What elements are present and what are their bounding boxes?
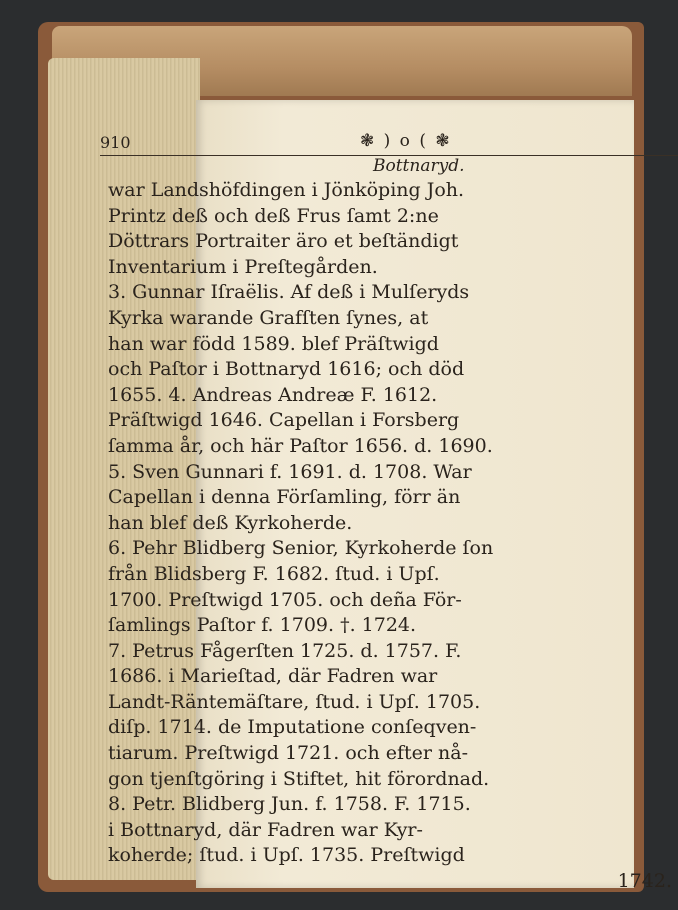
text-line: i Bottnaryd, där Fadren war Kyr- xyxy=(108,818,423,841)
text-line: ſamlings Paſtor f. 1709. †. 1724. xyxy=(108,614,417,637)
text-line: tiarum. Preſtwigd 1721. och efter nå- xyxy=(108,742,468,765)
text-line: war Landshöfdingen i Jönköping Joh. xyxy=(108,179,465,201)
text-line: gon tjenſtgöring i Stiftet, hit förordnad. xyxy=(108,767,490,790)
text-line: Präſtwigd 1646. Capellan i Forsberg xyxy=(108,409,460,432)
text-line: 7. Petrus Fågerſten 1725. d. 1757. F. xyxy=(108,639,462,662)
page-number: 910 xyxy=(100,133,131,152)
running-title: Bottnaryd. xyxy=(373,156,465,176)
text-line: han war född 1589. blef Präſtwigd xyxy=(108,332,439,355)
text-line: Landt-Räntemäſtare, ſtud. i Upſ. 1705. xyxy=(108,690,481,713)
text-line: Kyrka warande Grafſten ſynes, at xyxy=(108,306,429,329)
text-line: Inventarium i Preſtegården. xyxy=(108,255,378,278)
text-block xyxy=(108,178,674,895)
text-line: Capellan i denna Förſamling, förr än xyxy=(108,486,461,509)
text-line: 1686. i Marieſtad, där Fadren war xyxy=(108,665,438,688)
text-line: 5. Sven Gunnari f. 1691. d. 1708. War xyxy=(108,460,472,483)
text-line: 6. Pehr Blidberg Senior, Kyrkoherde ſon xyxy=(108,537,494,560)
text-line: Döttrars Portraiter äro et beſtändigt xyxy=(108,230,459,253)
text-line: 1655. 4. Andreas Andreæ F. 1612. xyxy=(108,383,438,406)
text-line: han blef deß Kyrkoherde. xyxy=(108,511,353,534)
text-line: 8. Petr. Blidberg Jun. f. 1758. F. 1715. xyxy=(108,793,471,816)
ornament-header: ❃ ) o ( ❃ xyxy=(360,131,452,151)
text-line: och Paſtor i Bottnaryd 1616; och död xyxy=(108,358,465,381)
text-line: 1700. Preſtwigd 1705. och deña För- xyxy=(108,588,462,611)
text-line: 1742. xyxy=(617,870,672,893)
text-line: Printz deß och deß Frus ſamt 2:ne xyxy=(108,204,439,227)
text-line: diſp. 1714. de Imputatione conſeqven- xyxy=(108,716,477,739)
page-content xyxy=(48,128,672,893)
text-line: från Blidsberg F. 1682. ſtud. i Upſ. xyxy=(108,562,440,585)
text-line: 3. Gunnar Iſraëlis. Af deß i Mulſeryds xyxy=(108,281,470,304)
page-header xyxy=(100,133,678,156)
text-line: koherde; ſtud. i Upſ. 1735. Preſtwigd xyxy=(108,844,465,867)
text-line: ſamma år, och här Paſtor 1656. d. 1690. xyxy=(108,434,493,457)
